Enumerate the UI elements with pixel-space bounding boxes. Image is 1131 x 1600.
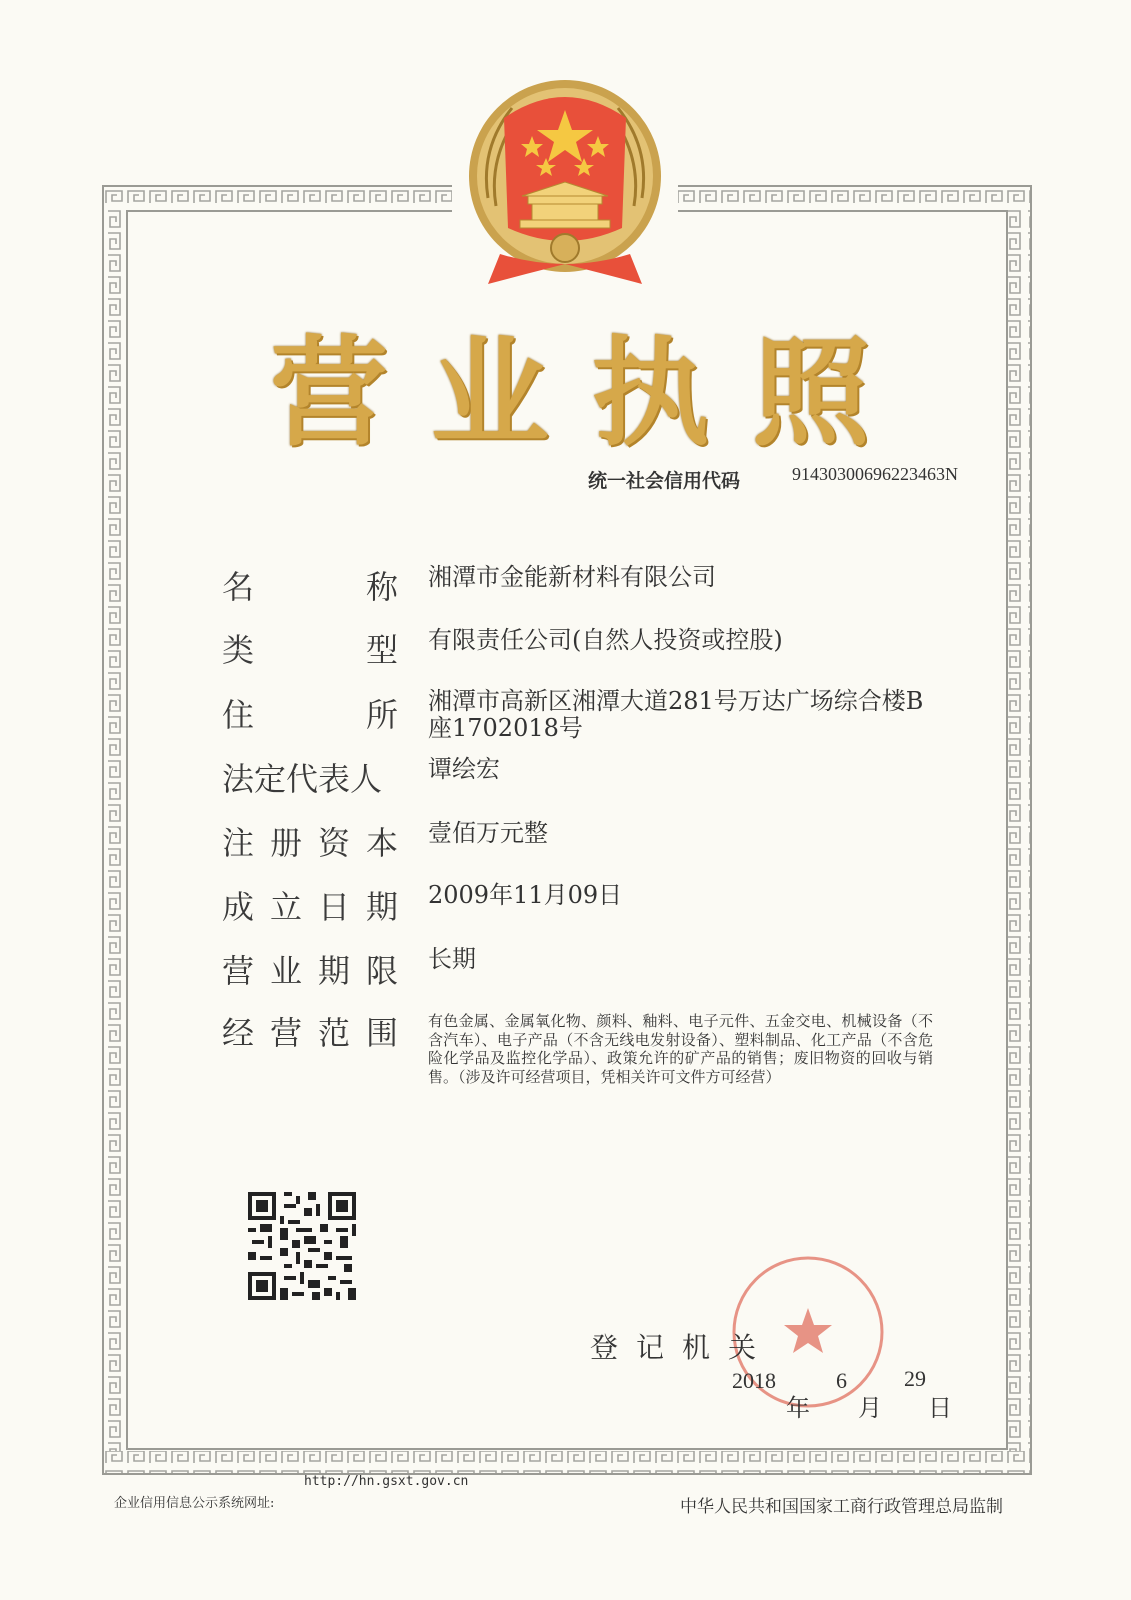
field-term	[222, 945, 476, 992]
footer-system-label: 企业信用信息公示系统网址:	[114, 1496, 275, 1511]
field-label: 营 业 期 限	[222, 952, 398, 990]
field-value: 湘潭市金能新材料有限公司	[428, 563, 716, 591]
issue-day: 29	[904, 1366, 926, 1391]
field-value: 2009年11月09日	[428, 881, 623, 909]
field-label: 法定代表人	[222, 760, 383, 798]
title-char: 业	[430, 324, 549, 462]
field-capital	[222, 818, 548, 864]
issue-month: 6	[836, 1368, 847, 1393]
field-label: 成 立 日 期	[222, 888, 398, 926]
field-label: 名 称	[222, 568, 398, 606]
field-value: 谭绘宏	[428, 755, 500, 783]
field-type	[222, 625, 783, 671]
field-label: 住 所	[222, 696, 398, 734]
title-char: 营	[270, 324, 389, 462]
credit-code-value: 91430300696223463N	[792, 464, 958, 484]
credit-code-label: 统一社会信用代码	[588, 470, 741, 492]
issue-year: 2018	[732, 1368, 776, 1393]
field-value: 长期	[428, 945, 476, 973]
field-value: 有限责任公司(自然人投资或控股)	[428, 626, 783, 654]
day-unit: 日	[928, 1394, 952, 1422]
field-scope	[222, 1008, 933, 1086]
field-legal-rep	[222, 754, 500, 800]
month-unit: 月	[858, 1394, 882, 1422]
national-emblem-icon	[466, 78, 664, 284]
registration-authority-label: 登记机关	[590, 1331, 775, 1364]
footer-url-link[interactable]: http://hn.gsxt.gov.cn	[304, 1474, 469, 1489]
field-label: 经 营 范 围	[222, 1014, 398, 1052]
field-name	[222, 562, 716, 608]
field-value: 壹佰万元整	[428, 819, 548, 847]
field-value: 有色金属、金属氧化物、颜料、釉料、电子元件、五金交电、机械设备（不含汽车）、电子产品（不含无线电发射设备）、塑料制品、化工产品（不含危险化学品及监控化学品）、政策允许的矿产品的销售；废旧物资的回收与销售。（涉及许可经营项目，凭相关许可文件方可经营）	[428, 1012, 933, 1086]
license-title	[270, 318, 870, 468]
year-unit: 年	[786, 1394, 810, 1422]
title-char: 执	[591, 324, 710, 462]
field-label: 注 册 资 本	[222, 824, 398, 862]
title-char: 照	[751, 324, 870, 462]
footer-supervisor: 中华人民共和国国家工商行政管理总局监制	[680, 1497, 1003, 1517]
field-address	[222, 687, 924, 742]
field-established	[222, 881, 623, 928]
field-value: 湘潭市高新区湘潭大道281号万达广场综合楼B座1702018号	[428, 687, 924, 742]
field-label: 类 型	[222, 631, 398, 669]
qr-code-icon	[248, 1192, 356, 1300]
